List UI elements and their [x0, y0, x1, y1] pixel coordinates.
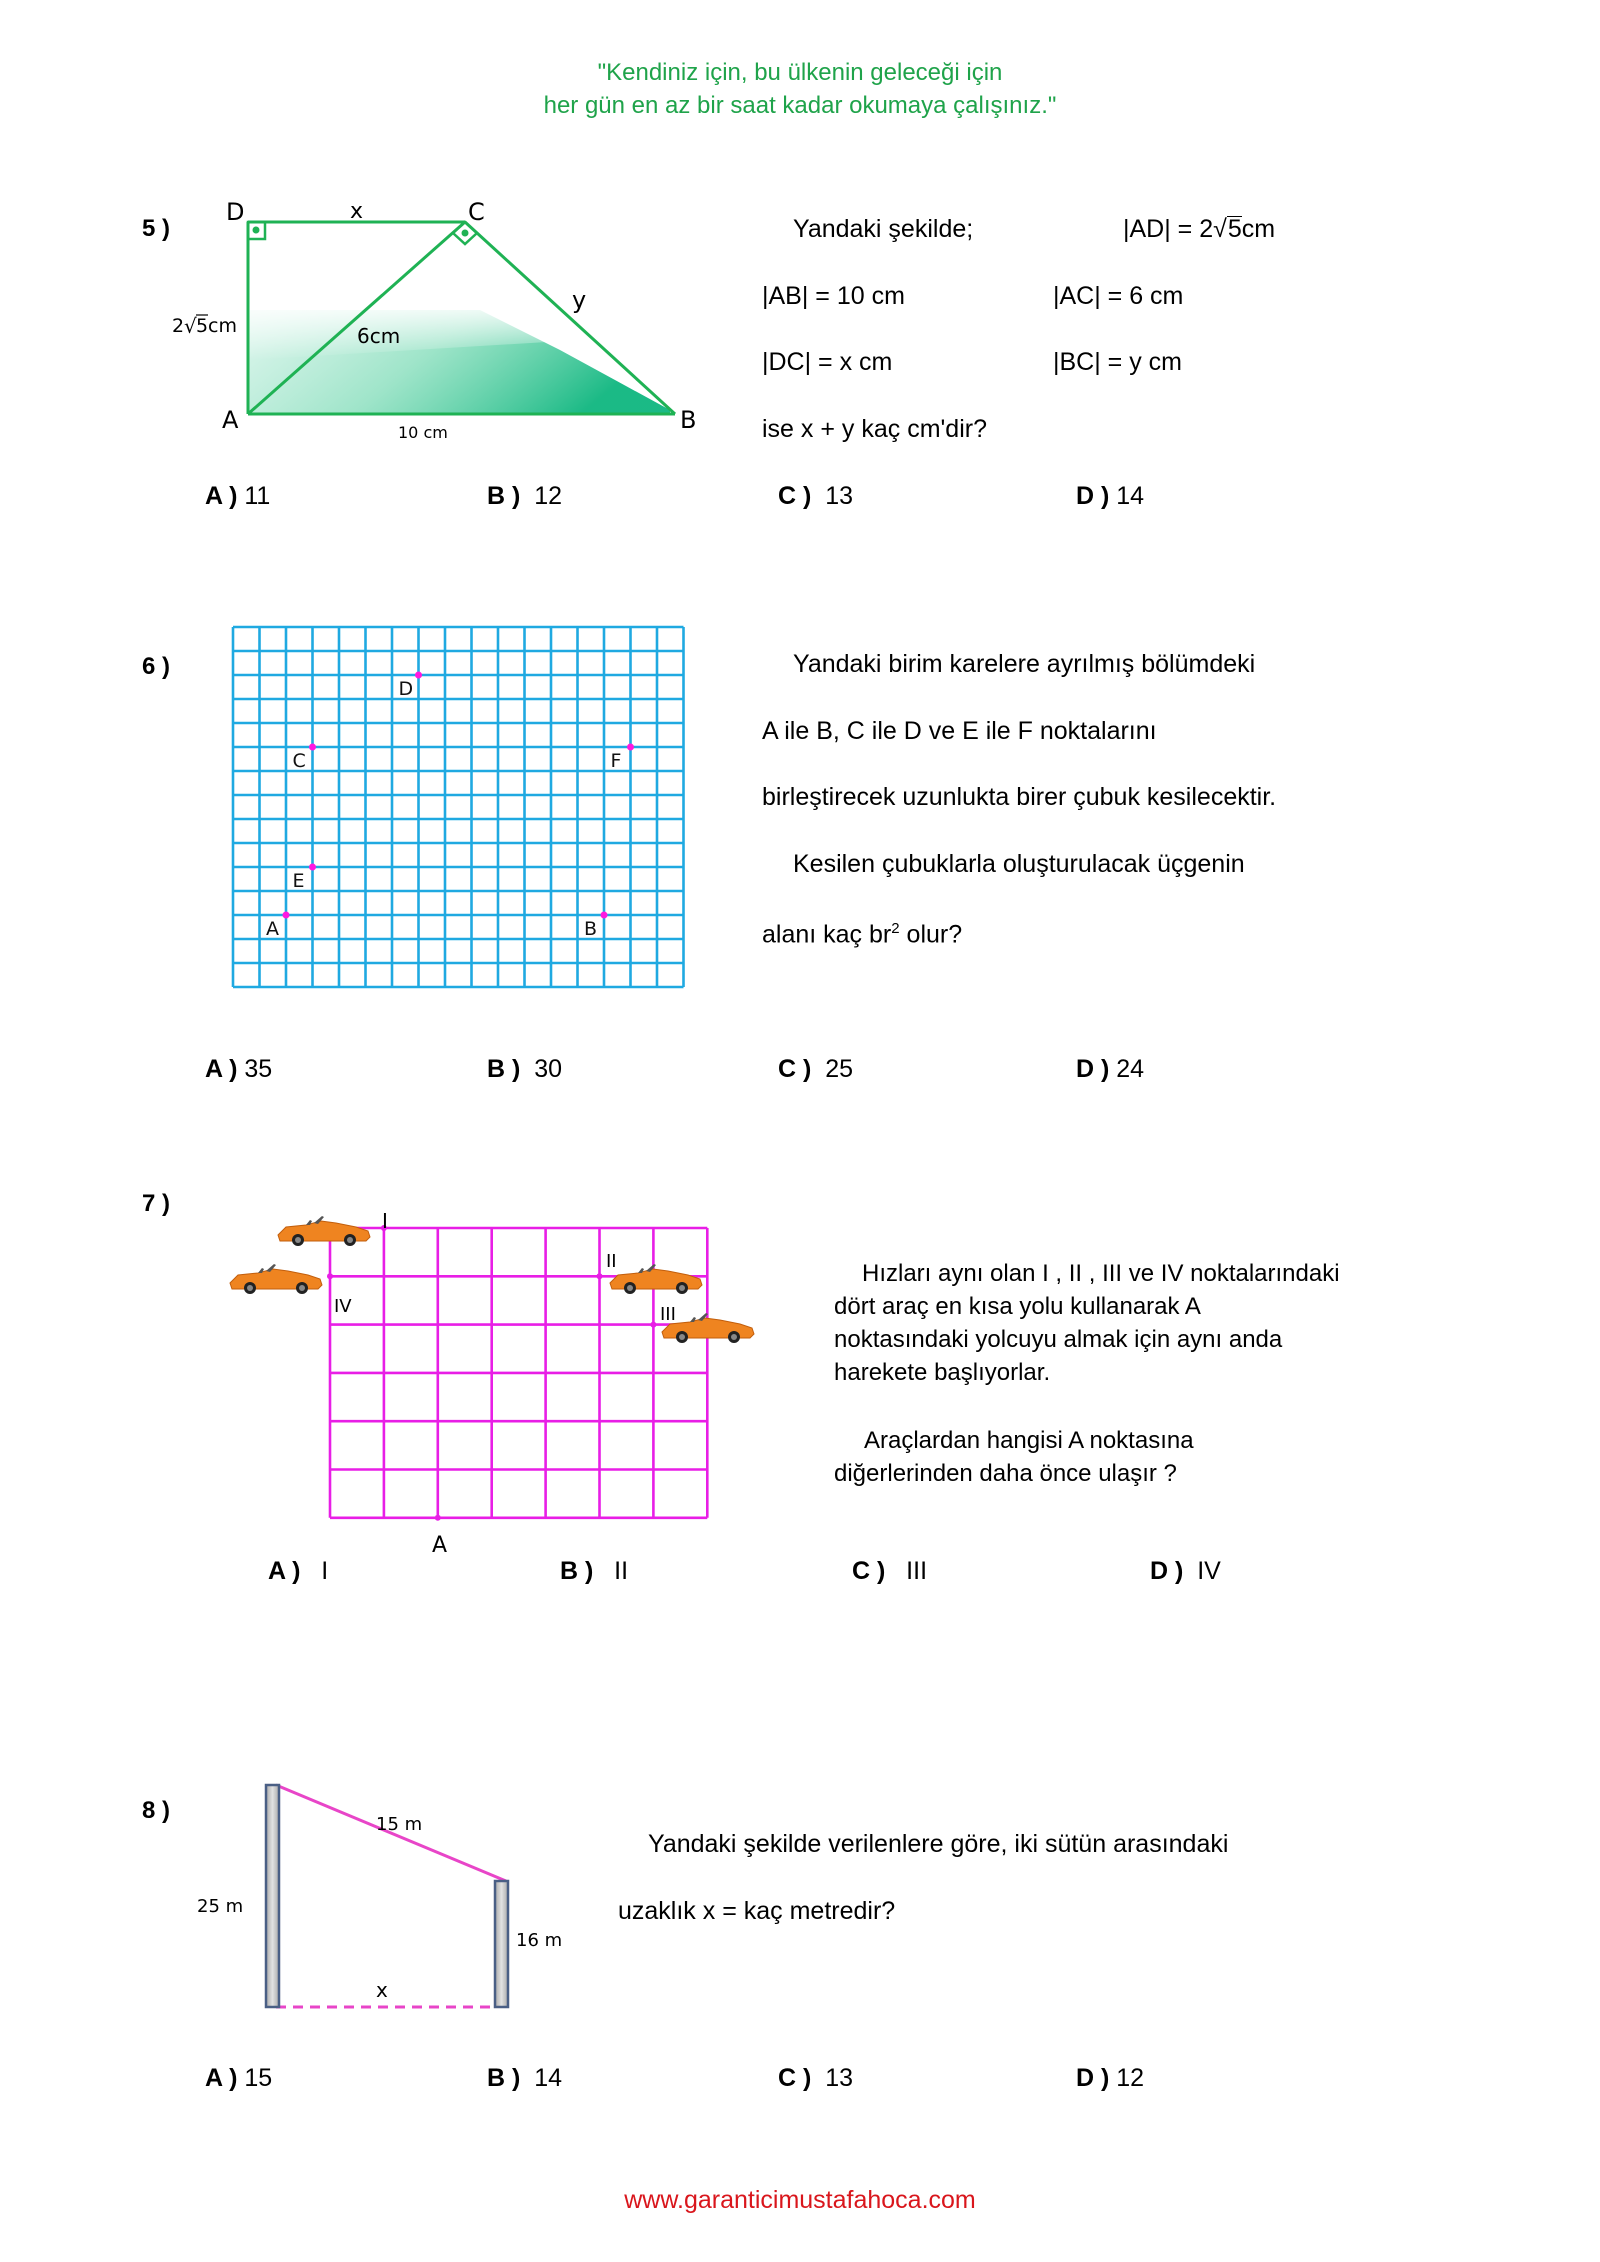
label-y: y [572, 286, 587, 314]
q5-intro: Yandaki şekilde; [793, 215, 974, 243]
q5-question: ise x + y kaç cm'dir? [762, 415, 987, 443]
q7-line-5: Araçlardan hangisi A noktasına [864, 1427, 1194, 1454]
tall-pillar [266, 1785, 279, 2007]
label-ab-length: 10 cm [398, 423, 448, 442]
question-8-number: 8 ) [142, 1797, 171, 1824]
q5-bc-given: |BC| = y cm [1053, 348, 1182, 376]
superscript-2: 2 [891, 920, 900, 937]
start-point-iv [327, 1273, 333, 1279]
right-angle-dot-d [253, 227, 260, 234]
point-label-f: F [610, 750, 622, 772]
q8-option-d[interactable]: D ) 12 [1076, 2064, 1145, 2092]
point-label-e: E [292, 870, 305, 892]
question-5-figure [160, 190, 720, 450]
point-label-d: D [398, 678, 414, 700]
q5-ad-unit: cm [1241, 215, 1276, 243]
motto-line-1: "Kendiniz için, bu ülkenin geleceği için [597, 59, 1003, 86]
unit-grid [233, 627, 684, 987]
ad-radicand: 5 [196, 315, 209, 337]
footer-website-link[interactable]: www.garanticimustafahoca.com [624, 2186, 976, 2214]
q8-line-2: uzaklık x = kaç metredir? [618, 1897, 896, 1925]
q7-line-6: diğerlerinden daha önce ulaşır ? [834, 1460, 1177, 1487]
q6-line-3: birleştirecek uzunlukta birer çubuk kesilecektir. [762, 783, 1277, 811]
q8-option-b[interactable]: B ) 14 [487, 2064, 563, 2092]
q6-option-b[interactable]: B ) 30 [487, 1055, 563, 1083]
point-c [309, 744, 316, 751]
q5-ad-label: |AD| = 2 [1123, 215, 1214, 243]
label-a: A [222, 406, 239, 434]
car-iv-icon [230, 1264, 322, 1294]
label-ac-length: 6cm [357, 324, 401, 348]
question-7-number: 7 ) [142, 1190, 171, 1217]
q6-option-d[interactable]: D ) 24 [1076, 1055, 1145, 1083]
label-left-height: 25 m [197, 1896, 244, 1917]
q6-option-a[interactable]: A ) 35 [205, 1055, 273, 1083]
car-i-icon [278, 1216, 370, 1246]
point-f [627, 744, 634, 751]
ad-unit: cm [208, 315, 237, 337]
label-x: x [376, 1978, 388, 2002]
question-6-grid-figure [225, 620, 705, 1000]
q7-option-a[interactable]: A ) I [268, 1557, 329, 1585]
point-label-c: C [292, 750, 306, 772]
q6-option-c[interactable]: C ) 25 [778, 1055, 854, 1083]
q7-line-4: harekete başlıyorlar. [834, 1359, 1051, 1386]
q5-ac-given: |AC| = 6 cm [1053, 282, 1184, 310]
point-d [415, 672, 422, 679]
label-b: B [680, 406, 697, 434]
question-5-number: 5 ) [142, 215, 171, 242]
label-rope-length: 15 m [376, 1814, 423, 1835]
point-a [283, 912, 290, 919]
start-point-iii [650, 1322, 656, 1328]
label-i: I [382, 1209, 388, 1233]
right-angle-dot-c [462, 230, 469, 237]
sqrt-sign: √ [1213, 215, 1227, 243]
question-8-figure [180, 1760, 580, 2030]
q8-option-c[interactable]: C ) 13 [778, 2064, 854, 2092]
short-pillar [495, 1881, 508, 2007]
label-iv: IV [334, 1296, 352, 1317]
label-right-height: 16 m [516, 1930, 563, 1951]
sqrt-sign: √ [184, 314, 197, 338]
point-e [309, 864, 316, 871]
q8-line-1: Yandaki şekilde verilenlere göre, iki sütün arasındaki [648, 1830, 1229, 1858]
label-c: C [468, 198, 485, 226]
q5-option-b[interactable]: B ) 12 [487, 482, 563, 510]
q5-ad-radicand: 5 [1227, 215, 1242, 243]
question-7-grid-figure [220, 1200, 780, 1560]
q5-ad-given [1123, 215, 1275, 244]
q8-option-a[interactable]: A ) 15 [205, 2064, 273, 2092]
label-x: x [350, 199, 364, 224]
point-b [601, 912, 608, 919]
label-ad-length [172, 314, 237, 338]
start-point-ii [597, 1273, 603, 1279]
point-label-b: B [584, 918, 598, 940]
label-iii: III [660, 1304, 676, 1325]
question-6-number: 6 ) [142, 653, 171, 680]
q7-line-1: Hızları aynı olan I , II , III ve IV noktalarındaki [862, 1260, 1340, 1287]
q5-ab-given: |AB| = 10 cm [762, 282, 905, 310]
q7-option-d[interactable]: D ) IV [1150, 1557, 1221, 1585]
q7-option-c[interactable]: C ) III [852, 1557, 928, 1585]
label-ii: II [606, 1251, 617, 1272]
q7-line-3: noktasındaki yolcuyu almak için aynı anda [834, 1326, 1283, 1353]
car-ii-icon [610, 1264, 702, 1294]
q6-line-5: alanı kaç $br^2$ olur? [762, 920, 963, 949]
q6-line-2: A ile B, C ile D ve E ile F noktalarını [762, 717, 1157, 745]
q7-option-b[interactable]: B ) II [560, 1557, 629, 1585]
q6-line-4: Kesilen çubuklarla oluşturulacak üçgenin [793, 850, 1245, 878]
q5-option-d[interactable]: D ) 14 [1076, 482, 1145, 510]
motto-line-2: her gün en az bir saat kadar okumaya çalışınız." [543, 92, 1057, 119]
label-d: D [226, 198, 245, 226]
point-label-a: A [266, 918, 279, 940]
q7-line-2: dört araç en kısa yolu kullanarak A [834, 1293, 1201, 1320]
ad-coefficient: 2 [172, 315, 185, 337]
q5-option-c[interactable]: C ) 13 [778, 482, 854, 510]
start-point-a [435, 1515, 441, 1521]
motto [0, 56, 1600, 122]
q5-dc-given: |DC| = x cm [762, 348, 893, 376]
q6-line-1: Yandaki birim karelere ayrılmış bölümdeki [793, 650, 1256, 678]
label-a: A [432, 1533, 448, 1558]
q5-option-a[interactable]: A ) 11 [205, 482, 271, 510]
